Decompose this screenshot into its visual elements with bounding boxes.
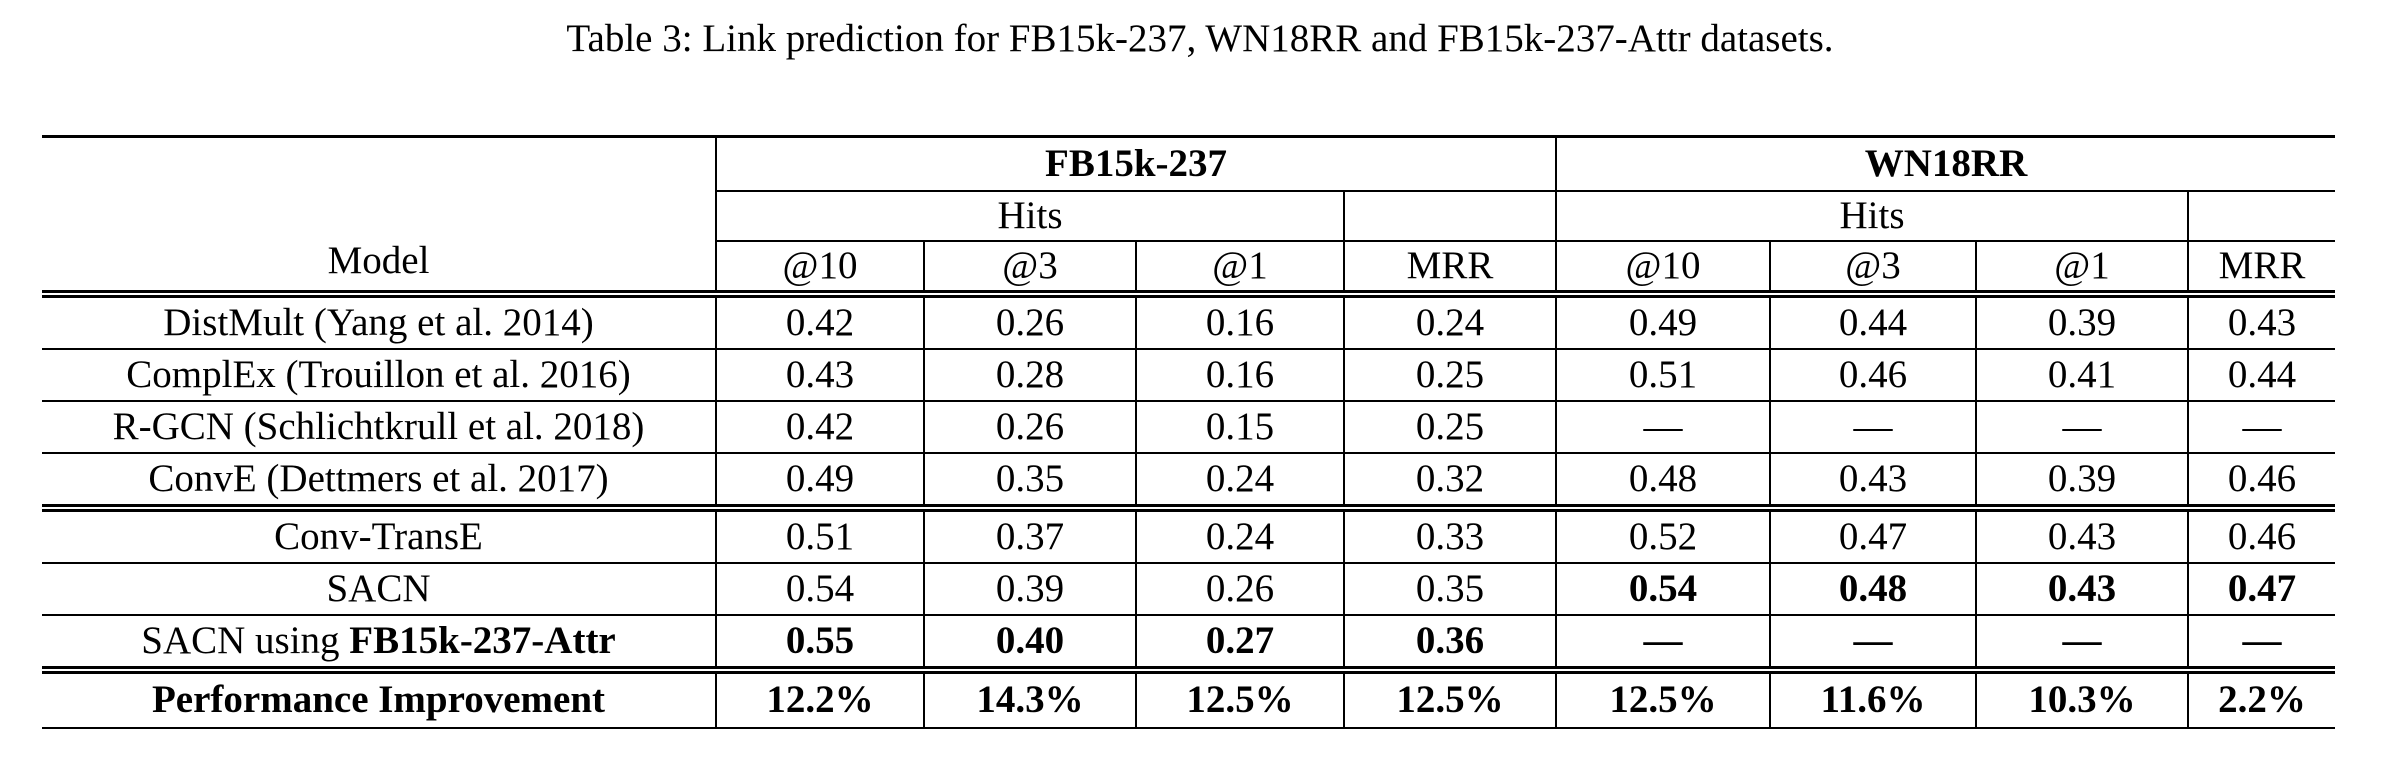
row-label: SACN [42,563,716,615]
value-cell: 0.26 [924,294,1136,349]
table-row-conve [42,453,2335,508]
hits-header-wn: Hits [1556,191,2188,241]
metric-header-wn-hits1: @1 [1976,241,2188,294]
value-cell: 0.43 [1976,508,2188,563]
value-cell: 14.3% [924,670,1136,728]
value-cell: 0.42 [716,294,924,349]
value-cell-dash: — [1976,615,2188,670]
value-cell: 0.42 [716,401,924,453]
value-cell: 0.39 [924,563,1136,615]
mrr-spacer-fb [1344,191,1556,241]
link-prediction-table [42,135,2335,729]
value-cell: 0.46 [1770,349,1976,401]
value-cell-best: 0.55 [716,615,924,670]
value-cell-best: 0.43 [1976,563,2188,615]
row-label: ComplEx (Trouillon et al. 2016) [42,349,716,401]
value-cell: 0.43 [1770,453,1976,508]
value-cell: 0.26 [924,401,1136,453]
value-cell-dash: — [1556,615,1770,670]
model-column-header: Model [42,137,716,295]
value-cell: 0.28 [924,349,1136,401]
value-cell: 2.2% [2188,670,2335,728]
value-cell: 12.5% [1136,670,1344,728]
value-cell-best: 0.40 [924,615,1136,670]
value-cell: 0.44 [2188,349,2335,401]
value-cell-dash: — [1770,615,1976,670]
value-cell: 12.5% [1344,670,1556,728]
value-cell: 0.51 [716,508,924,563]
value-cell: 0.24 [1136,453,1344,508]
metric-header-fb-mrr: MRR [1344,241,1556,294]
group-header-fb15k-237: FB15k-237 [716,137,1556,192]
value-cell-best: 0.47 [2188,563,2335,615]
value-cell: 0.43 [2188,294,2335,349]
table-caption: Table 3: Link prediction for FB15k-237, WN18RR and FB15k-237-Attr datasets. [566,17,1834,60]
value-cell: 0.16 [1136,349,1344,401]
value-cell: 0.49 [716,453,924,508]
value-cell: 0.54 [716,563,924,615]
value-cell-best: 0.27 [1136,615,1344,670]
value-cell-best: 0.48 [1770,563,1976,615]
metric-header-fb-hits3: @3 [924,241,1136,294]
value-cell: 0.25 [1344,349,1556,401]
value-cell-dash: — [1770,401,1976,453]
row-label-plain: SACN using [141,618,350,662]
value-cell: 0.15 [1136,401,1344,453]
row-label: DistMult (Yang et al. 2014) [42,294,716,349]
row-label: Performance Improvement [42,670,716,728]
group-header-row [42,137,2335,192]
value-cell: 0.35 [924,453,1136,508]
table-row-complex [42,349,2335,401]
value-cell: 11.6% [1770,670,1976,728]
value-cell: 0.47 [1770,508,1976,563]
value-cell: 12.2% [716,670,924,728]
value-cell: 10.3% [1976,670,2188,728]
value-cell: 0.44 [1770,294,1976,349]
value-cell-dash: — [2188,401,2335,453]
value-cell: 0.24 [1136,508,1344,563]
value-cell: 0.37 [924,508,1136,563]
value-cell: 0.33 [1344,508,1556,563]
value-cell-dash: — [1976,401,2188,453]
value-cell: 0.41 [1976,349,2188,401]
value-cell-best: 0.36 [1344,615,1556,670]
table-row-performance-improvement [42,670,2335,728]
row-label: Conv-TransE [42,508,716,563]
value-cell: 0.51 [1556,349,1770,401]
metric-header-fb-hits1: @1 [1136,241,1344,294]
table-row-sacn-attr [42,615,2335,670]
row-label: ConvE (Dettmers et al. 2017) [42,453,716,508]
hits-header-fb: Hits [716,191,1344,241]
value-cell: 0.43 [716,349,924,401]
row-label-bold: FB15k-237-Attr [349,618,616,662]
table-row-distmult [42,294,2335,349]
value-cell: 0.48 [1556,453,1770,508]
value-cell: 0.32 [1344,453,1556,508]
value-cell: 0.46 [2188,453,2335,508]
value-cell: 0.49 [1556,294,1770,349]
value-cell: 0.39 [1976,294,2188,349]
row-label: R-GCN (Schlichtkrull et al. 2018) [42,401,716,453]
value-cell: 12.5% [1556,670,1770,728]
value-cell: 0.26 [1136,563,1344,615]
metric-header-wn-hits3: @3 [1770,241,1976,294]
metric-header-fb-hits10: @10 [716,241,924,294]
value-cell: 0.39 [1976,453,2188,508]
value-cell: 0.16 [1136,294,1344,349]
value-cell: 0.25 [1344,401,1556,453]
row-label [42,615,716,670]
value-cell-best: 0.54 [1556,563,1770,615]
value-cell: 0.46 [2188,508,2335,563]
table-row-rgcn [42,401,2335,453]
mrr-spacer-wn [2188,191,2335,241]
metric-header-wn-mrr: MRR [2188,241,2335,294]
group-header-wn18rr: WN18RR [1556,137,2335,192]
table-row-sacn [42,563,2335,615]
value-cell-dash: — [1556,401,1770,453]
value-cell: 0.35 [1344,563,1556,615]
value-cell: 0.52 [1556,508,1770,563]
table-row-conv-transe [42,508,2335,563]
value-cell: 0.24 [1344,294,1556,349]
metric-header-wn-hits10: @10 [1556,241,1770,294]
value-cell-dash: — [2188,615,2335,670]
